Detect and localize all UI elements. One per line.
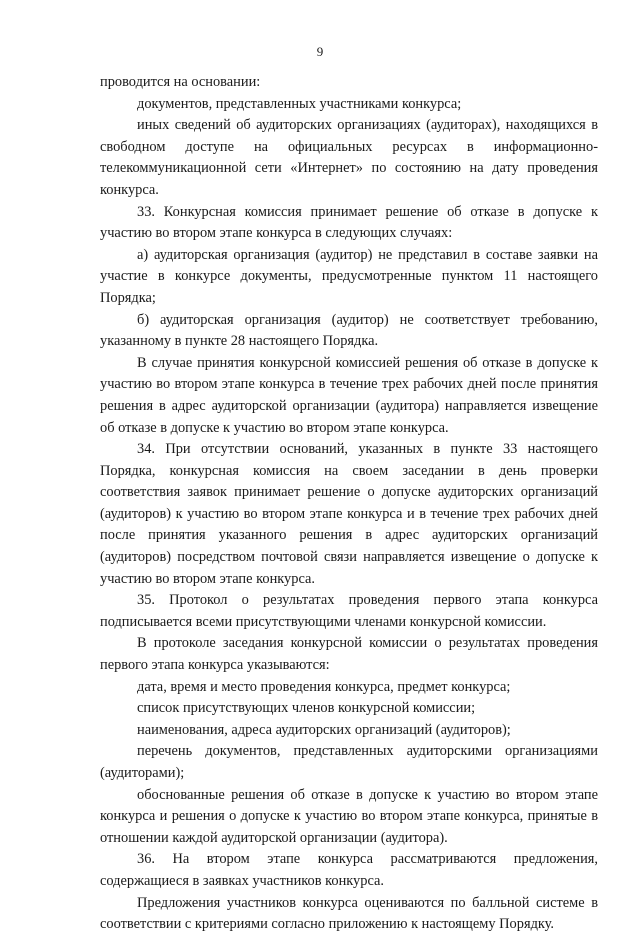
clause-34: 34. При отсутствии оснований, указанных в пункте 33 настоящего Порядка, конкурсная комиссия на своем заседании в день проверки соответствия заявок принимает решение о допуске аудиторских организаций (аудиторов) к участию во втором этапе конкурса и в течение трех рабочих дней после принятия указанного решения в адрес аудиторских организаций (аудиторов) посредством почтовой связи направляется извещение о допуске к участию во втором этапе конкурса. [100, 441, 598, 587]
clause-36: 36. На втором этапе конкурса рассматриваются предложения, содержащиеся в заявках участников конкурса. [100, 851, 598, 889]
list-item: а) аудиторская организация (аудитор) не представил в составе заявки на участие в конкурсе документы, предусмотренные пунктом 11 настоящего Порядка; [100, 246, 598, 306]
paragraph: В случае принятия конкурсной комиссией решения об отказе в допуске к участию во втором этапе конкурса в течение трех рабочих дней после принятия решения в адрес аудиторской организации (аудитора) направляется извещение об отказе в допуске к участию во втором этапе конкурса. [100, 354, 598, 436]
list-item: наименования, адреса аудиторских организаций (аудиторов); [137, 721, 511, 738]
clause-33: 33. Конкурсная комиссия принимает решение об отказе в допуске к участию во втором этапе конкурса в следующих случаях: [100, 203, 598, 242]
list-item: список присутствующих членов конкурсной комиссии; [137, 700, 476, 717]
paragraph-intro: проводится на основании: [100, 74, 261, 90]
list-item: иных сведений об аудиторских организациях (аудиторах), находящихся в свободном доступе на официальных ресурсах в информационно-телекоммуникационной сети «Интернет» по состоянию на дату проведения конкурса. [100, 117, 598, 198]
list-item: обоснованные решения об отказе в допуске к участию во втором этапе конкурса и решения о допуске к участию во втором этапе конкурса, принятые в отношении каждой аудиторской организации (аудитора). [100, 786, 598, 846]
paragraph: В протоколе заседания конкурсной комиссии о результатах проведения первого этапа конкурса указываются: [100, 635, 598, 674]
page-number: 9 [316, 44, 324, 59]
list-item: б) аудиторская организация (аудитор) не соответствует требованию, указанному в пункте 28 настоящего Порядка. [100, 311, 598, 350]
clause-35: 35. Протокол о результатах проведения первого этапа конкурса подписывается всеми присутствующими членами конкурсной комиссии. [100, 592, 598, 630]
list-item: перечень документов, представленных аудиторскими организациями (аудиторами); [100, 743, 598, 781]
list-item: дата, время и место проведения конкурса, предмет конкурса; [137, 678, 511, 695]
list-item: документов, представленных участниками конкурса; [137, 95, 462, 112]
paragraph: Предложения участников конкурса оцениваются по балльной системе в соответствии с критериями согласно приложению к настоящему Порядку. [100, 894, 598, 933]
document-body [100, 72, 598, 936]
